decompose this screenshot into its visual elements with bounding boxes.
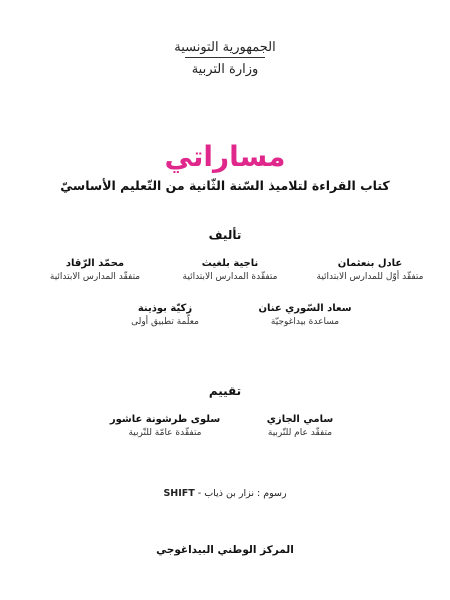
author-role: معلّمة تطبيق أولى xyxy=(131,317,199,327)
author-role: متفقّد أوّل للمدارس الابتدائية xyxy=(316,272,424,282)
illustrations-label: رسوم : نزار بن ذياب - xyxy=(197,488,287,499)
emblem-divider xyxy=(185,57,265,58)
reviewer-card xyxy=(95,414,235,438)
republic-name: الجمهورية التونسية xyxy=(174,40,276,55)
reviewer-name: سامي الجازي xyxy=(266,414,334,425)
book-subtitle: كتاب القراءة لتلاميذ السّنة الثّانية من التّعليم الأساسيّ xyxy=(60,178,390,193)
reviewer-card xyxy=(235,414,365,438)
author-card xyxy=(30,258,160,282)
reviewers-heading: تقييم xyxy=(208,384,242,398)
authors-heading: تأليف xyxy=(208,228,242,242)
author-role: متفقّد المدارس الابتدائية xyxy=(49,272,141,282)
reviewer-name: سلوى طرشونة عاشور xyxy=(109,414,221,425)
author-name: عادل بنعثمان xyxy=(337,258,403,269)
author-role: متفقّدة المدارس الابتدائية xyxy=(182,272,278,282)
author-role: مساعدة بيداغوجيّة xyxy=(270,317,340,327)
author-card xyxy=(240,303,370,327)
reviewer-role: متفقّدة عامّة للتّربية xyxy=(128,428,202,438)
author-name: ناجية بلغيث xyxy=(201,258,259,269)
book-title: مساراتي xyxy=(164,140,286,173)
author-card xyxy=(165,258,295,282)
author-name: محمّد الرّقاد xyxy=(65,258,125,269)
author-name: سعاد السّوري عنان xyxy=(258,303,352,314)
publisher-name: المركز الوطني البيداغوجي xyxy=(156,544,294,556)
illustrations-studio: SHIFT xyxy=(163,488,195,499)
reviewer-role: متفقّد عام للتّربية xyxy=(267,428,333,438)
illustrations-credit xyxy=(0,488,450,499)
author-card xyxy=(100,303,230,327)
ministry-name: وزارة التربية xyxy=(191,62,259,77)
author-name: زكيّة بوذينة xyxy=(137,303,193,314)
author-card xyxy=(300,258,440,282)
